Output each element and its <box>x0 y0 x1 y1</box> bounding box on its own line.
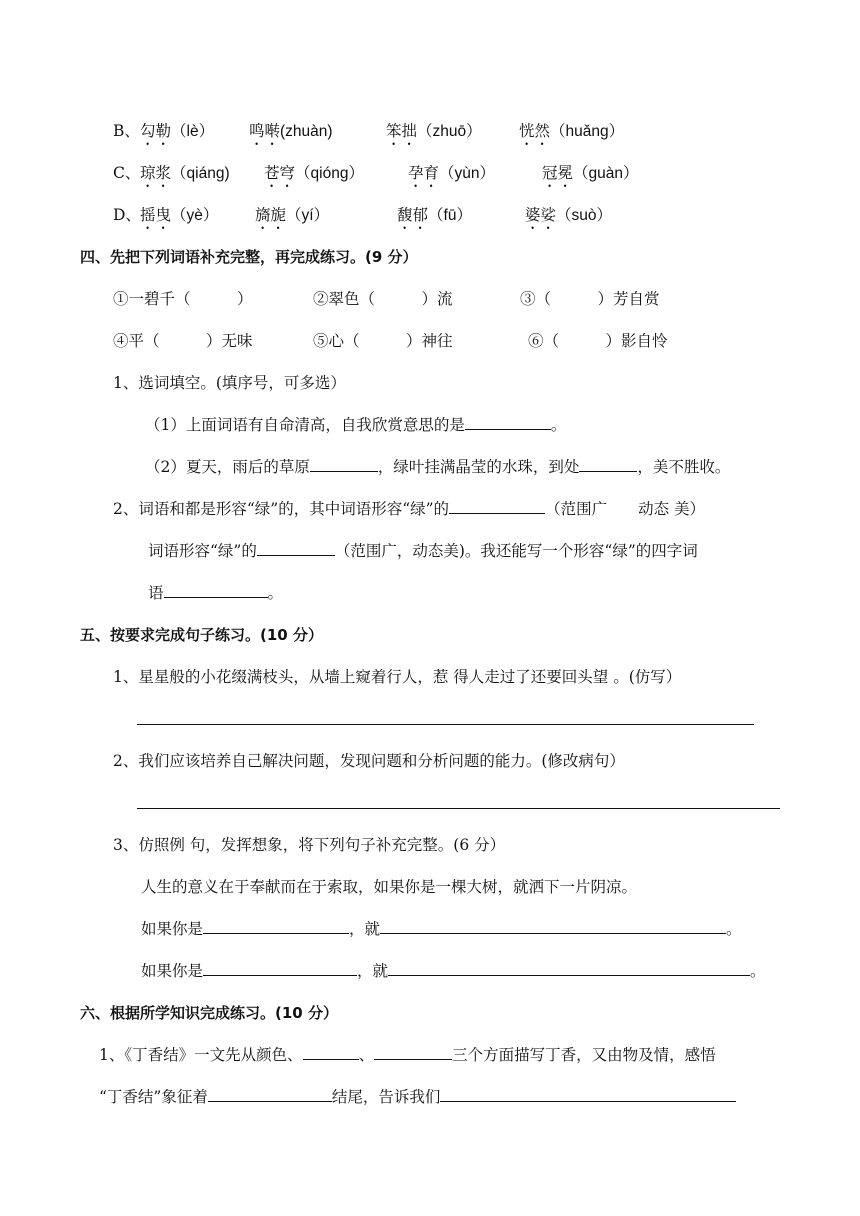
q4-sub-1a: （1）上面词语有自命清高，自我欣赏意思的是 。 <box>145 416 567 434</box>
answer-blank[interactable] <box>203 961 357 976</box>
option-d-label: D、 <box>113 206 141 224</box>
option-b-word-4: 恍然（huǎng） <box>519 122 625 140</box>
q5-fill-1: 如果你是 ，就 。 <box>141 920 742 938</box>
option-c-row <box>0 163 860 185</box>
option-d-row <box>0 205 860 227</box>
answer-line[interactable] <box>137 808 780 809</box>
option-b-word-1: 勾勒（lè） <box>140 122 215 140</box>
answer-blank[interactable] <box>208 1087 332 1102</box>
option-c-label: C、 <box>113 164 141 182</box>
idiom-6: ⑥（ ）影自怜 <box>528 332 668 350</box>
option-d-word-4: 婆娑（suò） <box>525 206 613 224</box>
option-c-word-3: 孕育（yùn） <box>408 164 496 182</box>
answer-blank[interactable] <box>203 919 349 934</box>
q5-sub-3: 3、仿照例 句，发挥想象，将下列句子补充完整。(6 分） <box>113 836 506 854</box>
answer-blank[interactable] <box>579 457 637 472</box>
answer-blank[interactable] <box>380 919 726 934</box>
option-d-word-2: 旖旎（yí） <box>255 206 330 224</box>
answer-blank[interactable] <box>310 457 378 472</box>
answer-blank[interactable] <box>465 415 551 430</box>
option-c-word-1: 琼浆（qiáng) <box>140 164 230 182</box>
idiom-3: ③（ ）芳自赏 <box>520 290 660 308</box>
option-b-word-2: 鸣啭(zhuàn) <box>249 122 333 140</box>
option-b-row <box>0 121 860 143</box>
option-d-word-3: 馥郁（fū） <box>397 206 472 224</box>
section-6-heading: 六、根据所学知识完成练习。(10 分） <box>80 1004 338 1022</box>
answer-blank[interactable] <box>388 961 750 976</box>
section-4-heading: 四、先把下列词语补充完整，再完成练习。(9 分） <box>80 248 418 266</box>
q4-sub-2b: 词语形容“绿”的 （范围广，动态美)。我还能写一个形容“绿”的四字词 <box>148 542 698 560</box>
section-5-heading: 五、按要求完成句子练习。(10 分） <box>80 626 323 644</box>
answer-blank[interactable] <box>164 583 268 598</box>
idiom-2: ②翠色（ ）流 <box>313 290 453 308</box>
q5-example: 人生的意义在于奉献而在于索取，如果你是一棵大树，就洒下一片阴凉。 <box>141 878 638 896</box>
answer-blank[interactable] <box>257 541 335 556</box>
answer-blank[interactable] <box>449 499 545 514</box>
idiom-5: ⑤心（ ）神往 <box>313 332 453 350</box>
answer-blank[interactable] <box>303 1045 359 1060</box>
q5-sub-2: 2、我们应该培养自己解决问题，发现问题和分析问题的能力。(修改病句） <box>113 752 625 770</box>
answer-line[interactable] <box>137 724 754 725</box>
q4-sub-1: 1、选词填空。(填序号，可多选） <box>113 374 346 392</box>
option-c-word-2: 苍穹（qióng） <box>264 164 364 182</box>
q4-sub-2: 2、词语和都是形容“绿”的，其中词语形容“绿”的 （范围广 动态 美） <box>113 500 705 518</box>
answer-blank[interactable] <box>374 1045 452 1060</box>
answer-blank[interactable] <box>440 1087 736 1102</box>
option-b-word-3: 笨拙（zhuō） <box>386 122 482 140</box>
idiom-4: ④平（ ）无味 <box>113 332 253 350</box>
idiom-1: ①一碧千（ ） <box>113 290 253 308</box>
q5-sub-1: 1、星星般的小花缀满枝头，从墙上窥着行人，惹 得人走过了还要回头望 。(仿写） <box>113 668 682 686</box>
option-c-word-4: 冠冕（guàn） <box>542 164 639 182</box>
option-b-label: B、 <box>113 122 140 140</box>
q4-sub-1b: （2）夏天，雨后的草原 ，绿叶挂满晶莹的水珠，到处 ，美不胜收。 <box>145 458 731 476</box>
q6-sub-1: 1、《丁香结》一文先从颜色、 、 三个方面描写丁香，又由物及情，感悟 <box>99 1046 716 1064</box>
q5-fill-2: 如果你是 ，就 。 <box>141 962 766 980</box>
q6-sub-1b: “丁香结”象征着 结尾，告诉我们 <box>99 1087 736 1107</box>
option-d-word-1: 摇曳（yè） <box>140 206 219 224</box>
q4-sub-2c: 语 。 <box>148 584 284 602</box>
